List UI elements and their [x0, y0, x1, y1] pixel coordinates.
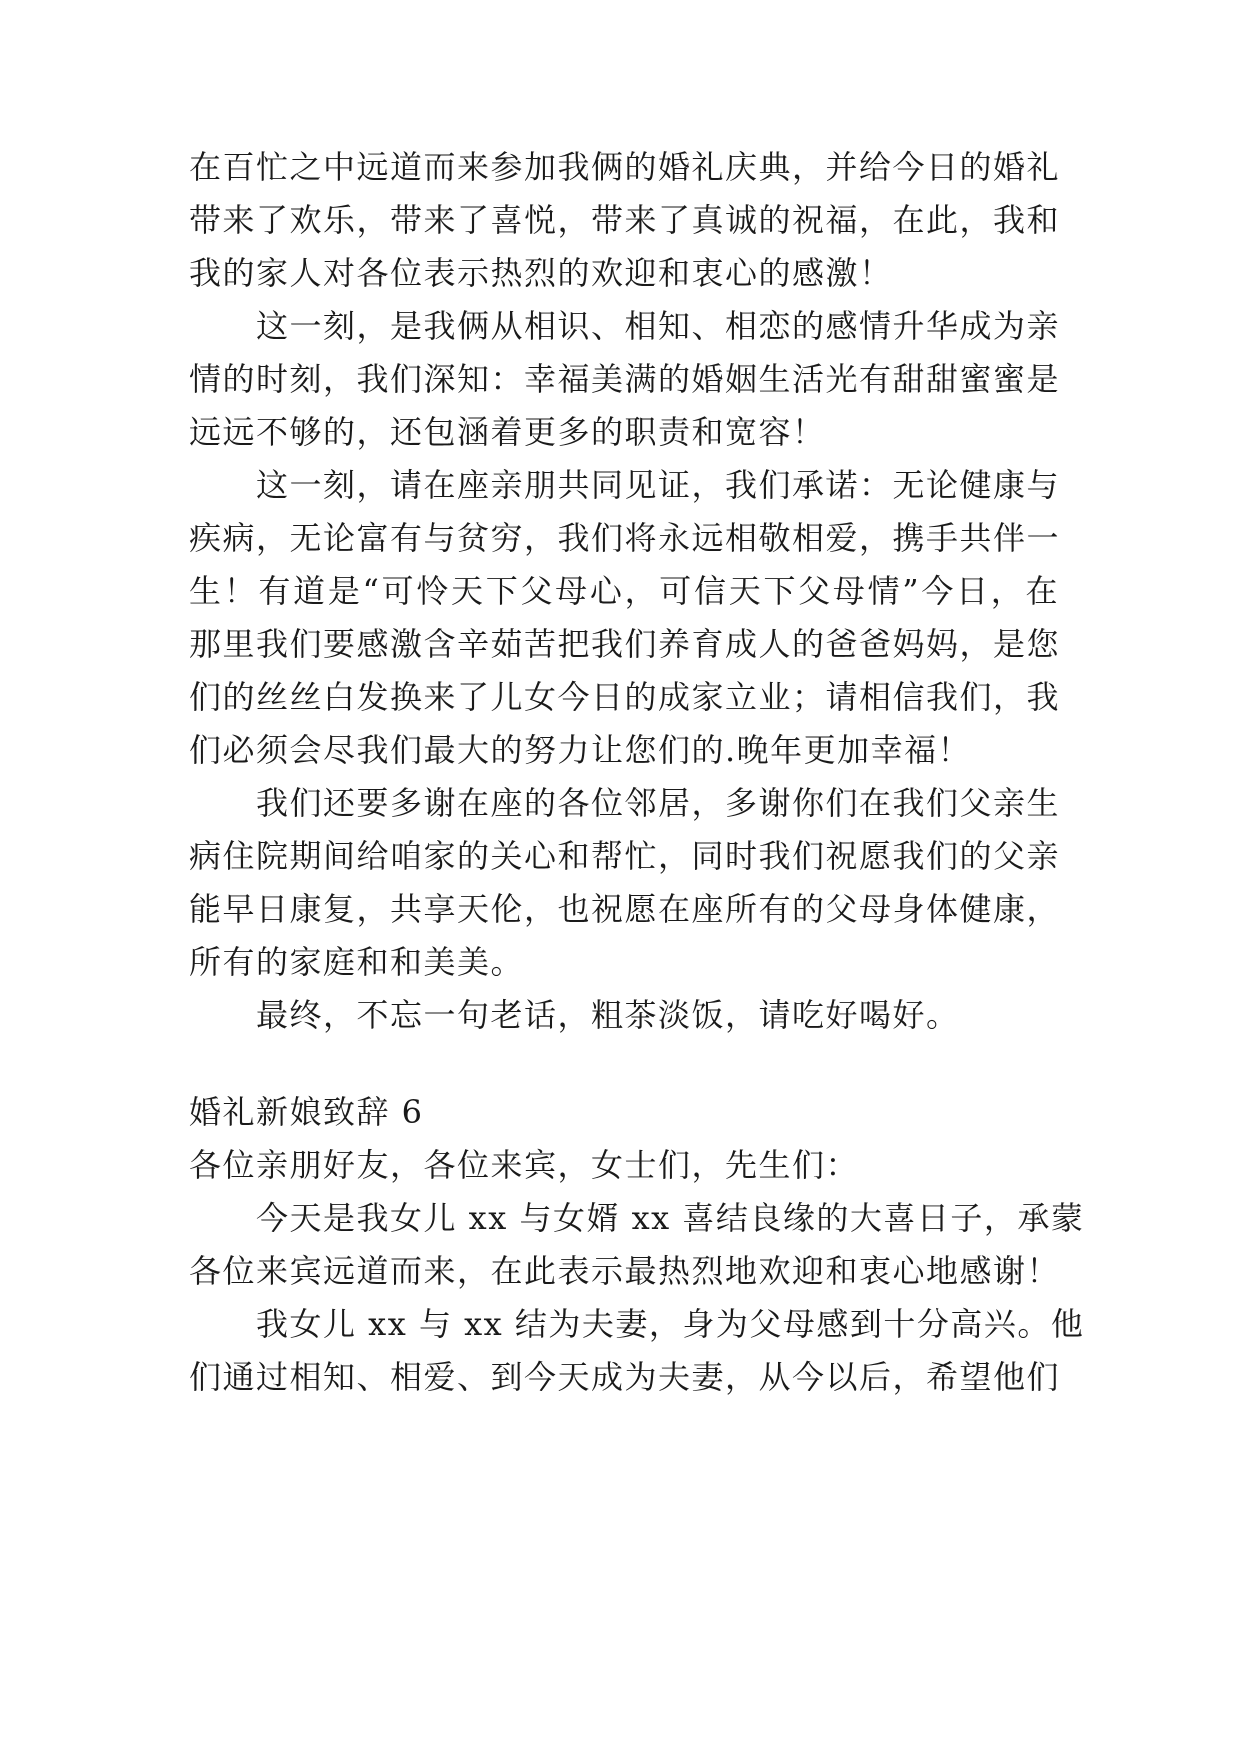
- text-line: 带来了欢乐，带来了喜悦，带来了真诚的祝福，在此，我和: [189, 201, 1061, 239]
- text-line: 这一刻，是我俩从相识、相知、相恋的感情升华成为亲: [256, 307, 1061, 345]
- text-line: 远远不够的，还包涵着更多的职责和宽容！: [189, 413, 826, 451]
- text-line: 我的家人对各位表示热烈的欢迎和衷心的感激！: [189, 254, 893, 292]
- text-line: 们通过相知、相爱、到今天成为夫妻，从今以后，希望他们: [189, 1358, 1061, 1396]
- text-line: 所有的家庭和和美美。: [189, 943, 525, 981]
- text-line: 今天是我女儿 xx 与女婿 xx 喜结良缘的大喜日子，承蒙: [256, 1199, 1085, 1237]
- text-line: 们必须会尽我们最大的努力让您们的.晚年更加幸福！: [189, 731, 972, 769]
- text-line: 这一刻，请在座亲朋共同见证，我们承诺：无论健康与: [256, 466, 1061, 504]
- section-title: 婚礼新娘致辞 6: [189, 1093, 424, 1131]
- greeting-line: 各位亲朋好友，各位来宾，女士们，先生们：: [189, 1146, 860, 1184]
- text-line: 生！有道是“可怜天下父母心，可信天下父母情”今日，在: [189, 572, 1059, 610]
- text-line: 疾病，无论富有与贫穷，我们将永远相敬相爱，携手共伴一: [189, 519, 1061, 557]
- text-line: 那里我们要感激含辛茹苦把我们养育成人的爸爸妈妈，是您: [189, 625, 1061, 663]
- text-line: 我们还要多谢在座的各位邻居，多谢你们在我们父亲生: [256, 784, 1061, 822]
- text-line: 最终，不忘一句老话，粗茶淡饭，请吃好喝好。: [256, 996, 960, 1034]
- text-line: 在百忙之中远道而来参加我俩的婚礼庆典，并给今日的婚礼: [189, 148, 1061, 186]
- text-line: 们的丝丝白发换来了儿女今日的成家立业；请相信我们，我: [189, 678, 1061, 716]
- text-line: 我女儿 xx 与 xx 结为夫妻，身为父母感到十分高兴。他: [256, 1305, 1085, 1343]
- text-line: 病住院期间给咱家的关心和帮忙，同时我们祝愿我们的父亲: [189, 837, 1061, 875]
- text-line: 情的时刻，我们深知：幸福美满的婚姻生活光有甜甜蜜蜜是: [189, 360, 1061, 398]
- text-line: 能早日康复，共享天伦，也祝愿在座所有的父母身体健康，: [189, 890, 1061, 928]
- text-line: 各位来宾远道而来，在此表示最热烈地欢迎和衷心地感谢！: [189, 1252, 1061, 1290]
